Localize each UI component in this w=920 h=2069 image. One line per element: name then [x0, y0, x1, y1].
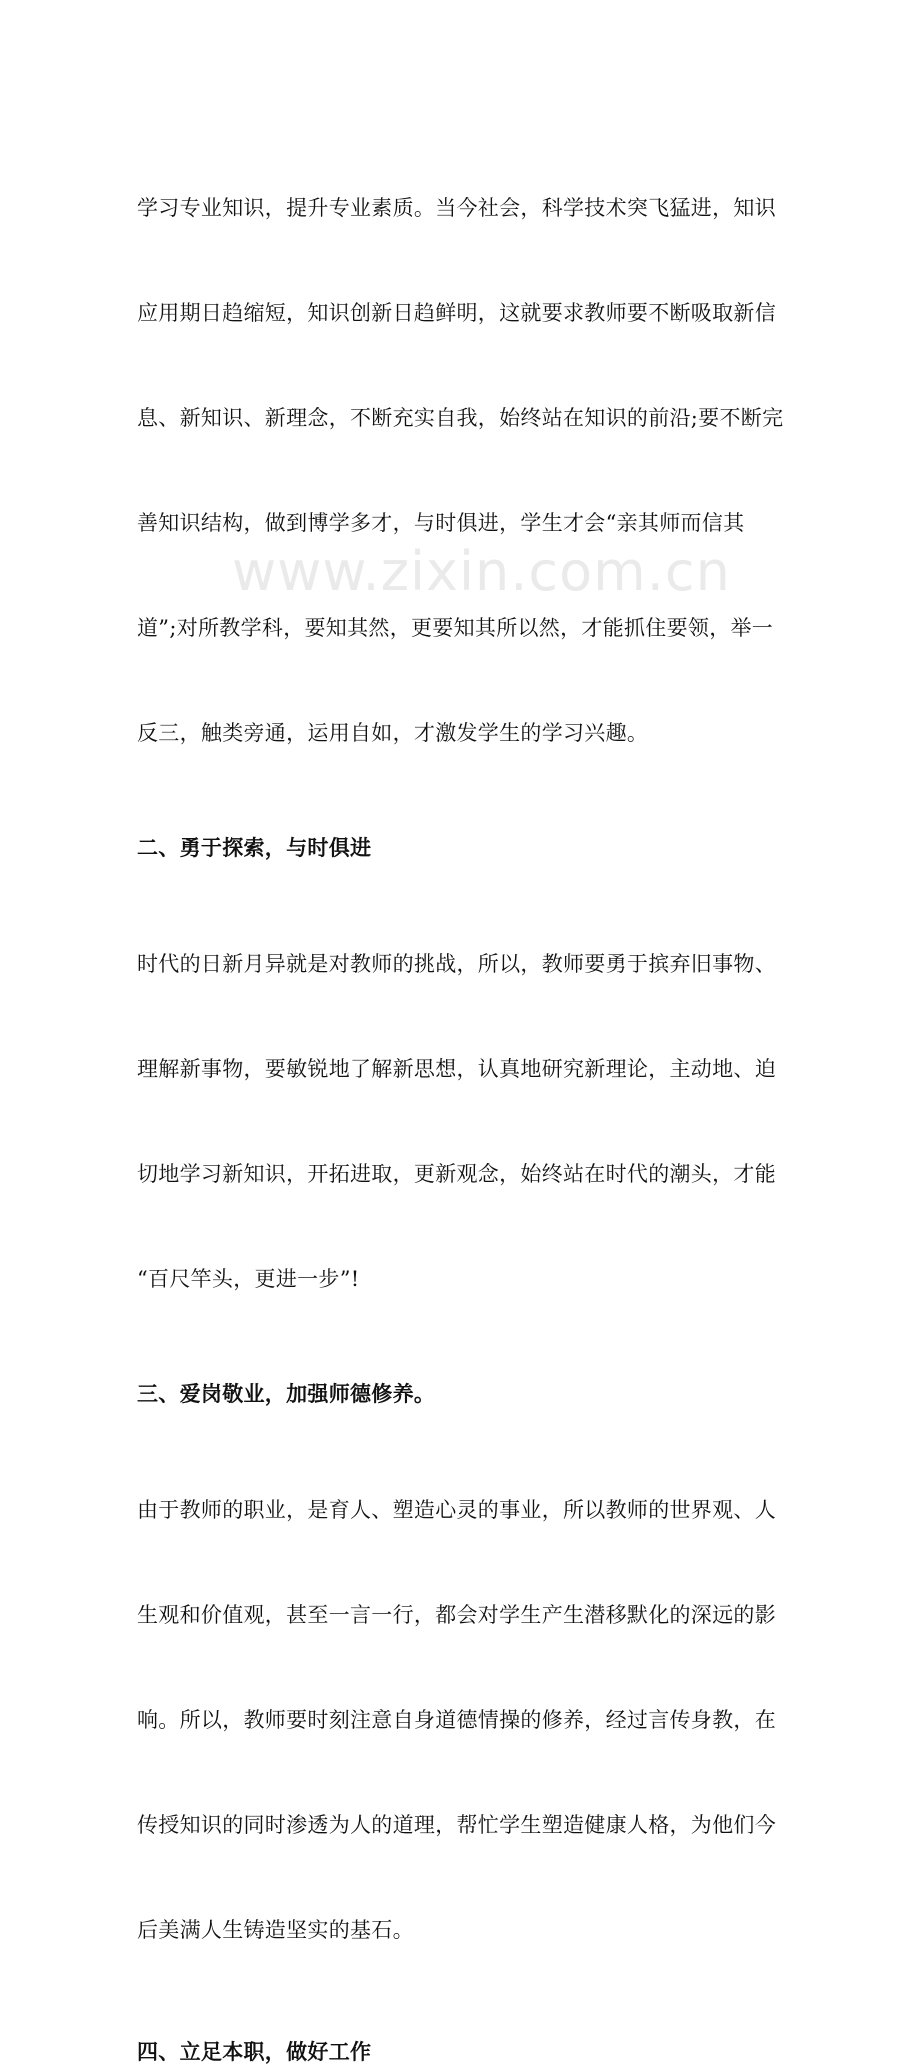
paragraph-dedication	[137, 1423, 787, 2018]
text-line: 学习专业知识，提升专业素质。当今社会，科学技术突飞猛进，知识	[137, 196, 776, 220]
section-heading-dedication: 三、爱岗敬业，加强师德修养。	[137, 1381, 436, 1406]
paragraph-professional-knowledge	[137, 121, 787, 821]
text-line: 息、新知识、新理念，不断充实自我，始终站在知识的前沿;要不断完	[137, 406, 784, 430]
text-line: 由于教师的职业，是育人、塑造心灵的事业，所以教师的世界观、人	[137, 1498, 776, 1522]
document-body	[137, 121, 787, 2069]
text-line: 理解新事物，要敏锐地了解新思想，认真地研究新理论，主动地、迫	[137, 1057, 776, 1081]
text-line: “百尺竿头，更进一步”!	[137, 1267, 360, 1291]
text-line: 后美满人生铸造坚实的基石。	[137, 1918, 414, 1942]
section-heading-work: 四、立足本职，做好工作	[137, 2039, 372, 2064]
text-line: 应用期日趋缩短，知识创新日趋鲜明，这就要求教师要不断吸取新信	[137, 301, 776, 325]
text-line: 切地学习新知识，开拓进取，更新观念，始终站在时代的潮头，才能	[137, 1162, 776, 1186]
text-line: 时代的日新月异就是对教师的挑战，所以，教师要勇于摈弃旧事物、	[137, 952, 776, 976]
text-line: 善知识结构，做到博学多才，与时俱进，学生才会“亲其师而信其	[137, 511, 745, 535]
text-line: 道”;对所教学科，要知其然，更要知其所以然，才能抓住要领，举一	[137, 616, 774, 640]
text-line: 传授知识的同时渗透为人的道理，帮忙学生塑造健康人格，为他们今	[137, 1813, 776, 1837]
text-line: 反三，触类旁通，运用自如，才激发学生的学习兴趣。	[137, 721, 649, 745]
text-line: 生观和价值观，甚至一言一行，都会对学生产生潜移默化的深远的影	[137, 1603, 776, 1627]
paragraph-explore	[137, 877, 787, 1367]
text-line: 响。所以，教师要时刻注意自身道德情操的修养，经过言传身教，在	[137, 1708, 776, 1732]
section-heading-explore: 二、勇于探索，与时俱进	[137, 835, 372, 860]
watermark: www.zixin.com.cn	[232, 540, 731, 603]
